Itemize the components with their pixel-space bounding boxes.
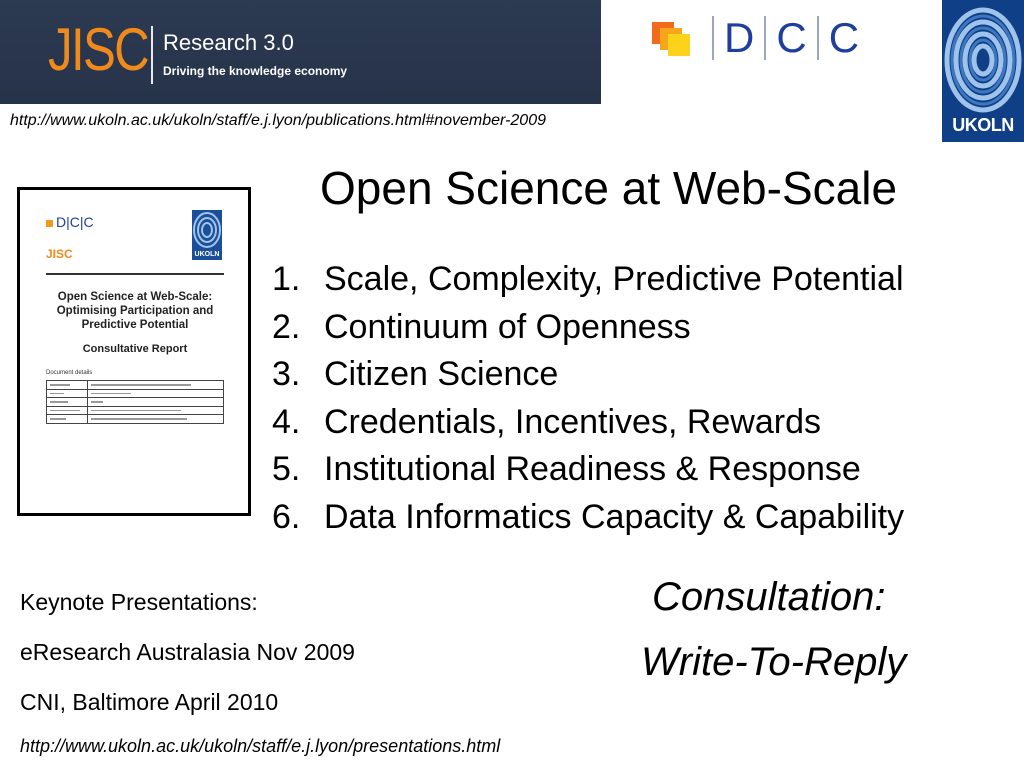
jisc-research-banner bbox=[0, 0, 601, 104]
list-item bbox=[272, 399, 904, 447]
report-title: Open Science at Web-Scale: Optimising Participation and Predictive Potential bbox=[56, 291, 214, 331]
dcc-letters bbox=[702, 14, 859, 62]
thumb-dcc-logo bbox=[46, 214, 94, 230]
item-text: Scale, Complexity, Predictive Potential bbox=[324, 260, 904, 298]
item-number: 3. bbox=[272, 355, 301, 393]
consultation-method: Write-To-Reply bbox=[641, 640, 907, 684]
thumb-dcc-square-icon bbox=[46, 220, 53, 227]
topic-list bbox=[272, 256, 904, 541]
item-number: 6. bbox=[272, 497, 301, 536]
table-row bbox=[47, 398, 224, 407]
ukoln-logo bbox=[942, 0, 1024, 142]
item-text: Citizen Science bbox=[324, 355, 559, 393]
item-text: Data Informatics Capacity & Capability bbox=[324, 497, 905, 536]
list-item bbox=[272, 256, 904, 304]
list-item bbox=[272, 446, 904, 494]
banner-divider bbox=[151, 26, 153, 84]
presentations-link[interactable]: http://www.ukoln.ac.uk/ukoln/staff/e.j.lyon/presentations.html bbox=[20, 736, 501, 756]
banner-tagline: Driving the knowledge economy bbox=[163, 64, 348, 78]
item-text: Continuum of Openness bbox=[324, 307, 691, 346]
table-row bbox=[47, 415, 224, 424]
jisc-logo: JISC bbox=[48, 16, 149, 83]
thumb-ukoln-label: UKOLN bbox=[194, 251, 220, 258]
table-row bbox=[47, 389, 224, 398]
slide-title: Open Science at Web-Scale bbox=[320, 162, 898, 214]
item-number: 4. bbox=[272, 402, 301, 441]
report-cover-thumbnail bbox=[17, 187, 251, 516]
keynote-heading: Keynote Presentations: bbox=[20, 589, 258, 615]
banner-title: Research 3.0 bbox=[163, 30, 294, 55]
dcc-squares-icon bbox=[650, 18, 692, 58]
item-number: 5. bbox=[272, 450, 301, 488]
item-text: Institutional Readiness & Response bbox=[324, 450, 861, 488]
list-item bbox=[272, 494, 904, 542]
document-details-label: Document details bbox=[46, 370, 93, 376]
dcc-divider bbox=[764, 16, 766, 60]
dcc-letter: C bbox=[776, 14, 807, 61]
dcc-logo bbox=[650, 14, 890, 66]
thumb-ukoln-logo bbox=[192, 210, 222, 260]
keynote-event: CNI, Baltimore April 2010 bbox=[20, 689, 279, 715]
item-number: 2. bbox=[272, 307, 301, 346]
table-row bbox=[47, 406, 224, 415]
thumb-divider bbox=[46, 273, 224, 275]
publication-link[interactable]: http://www.ukoln.ac.uk/ukoln/staff/e.j.lyon/publications.html#november-2009 bbox=[10, 112, 546, 129]
table-row bbox=[47, 381, 224, 390]
list-item bbox=[272, 351, 904, 399]
item-number: 1. bbox=[272, 260, 301, 298]
dcc-letter: C bbox=[828, 14, 860, 61]
consultation-heading: Consultation: bbox=[652, 575, 886, 619]
ukoln-label: UKOLN bbox=[952, 115, 1014, 135]
keynote-event: eResearch Australasia Nov 2009 bbox=[20, 639, 355, 665]
dcc-divider bbox=[712, 16, 714, 60]
thumb-jisc-logo: JISC bbox=[46, 247, 73, 261]
document-details-table bbox=[46, 380, 224, 424]
item-text: Credentials, Incentives, Rewards bbox=[324, 402, 822, 441]
list-item bbox=[272, 304, 904, 352]
dcc-letter: D bbox=[724, 14, 755, 61]
report-subtitle: Consultative Report bbox=[82, 343, 188, 355]
dcc-divider bbox=[817, 16, 819, 60]
thumb-dcc-text: D|C|C bbox=[56, 214, 94, 230]
